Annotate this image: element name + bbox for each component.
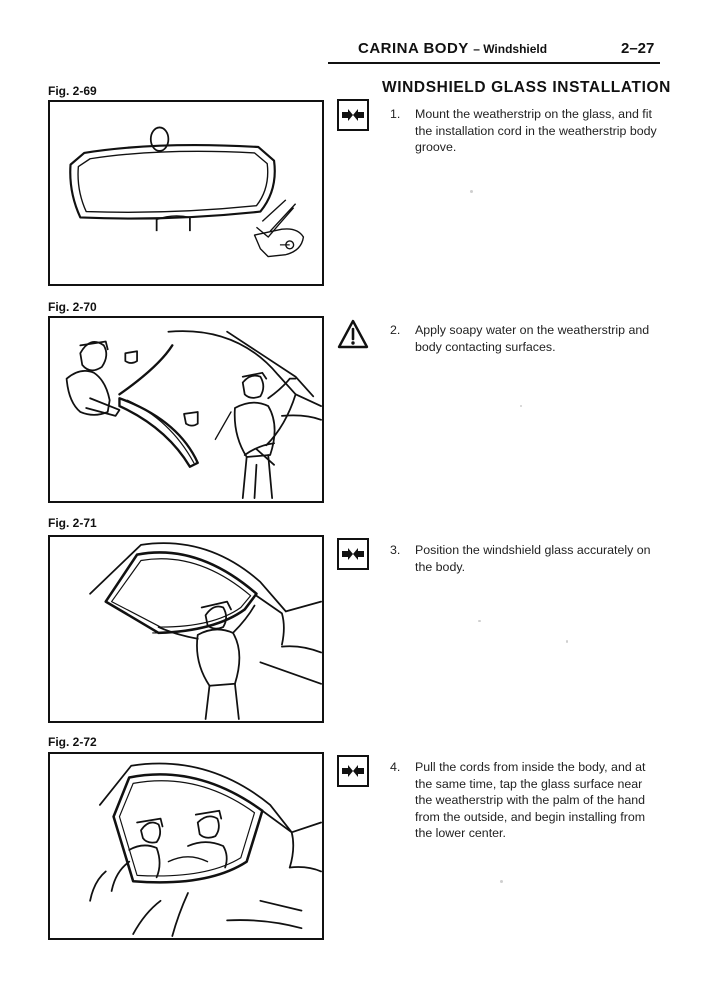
figure-2-72	[48, 752, 324, 940]
scan-speck	[520, 405, 522, 407]
page-number: 2–27	[621, 40, 655, 57]
install-arrows-icon	[337, 99, 369, 131]
step-number: 4.	[390, 760, 401, 774]
cord-pulling-illustration	[50, 754, 322, 938]
caution-triangle-icon	[337, 318, 369, 350]
figure-2-69	[48, 100, 324, 286]
header-rule	[328, 62, 660, 64]
step-number: 3.	[390, 543, 401, 557]
figure-label: Fig. 2-69	[48, 84, 97, 98]
section-title: WINDSHIELD GLASS INSTALLATION	[382, 79, 671, 96]
install-arrows-icon	[337, 755, 369, 787]
step-text: Mount the weatherstrip on the glass, and fit the installation cord in the weatherstrip body groove.	[415, 107, 657, 154]
windshield-weatherstrip-illustration	[50, 102, 322, 284]
install-arrows-icon	[337, 538, 369, 570]
step-text: Pull the cords from inside the body, and at the same time, tap the glass surface near the weatherstrip with the palm of the hand from the outside, and begin installing from the lower center.	[415, 760, 646, 840]
scan-speck	[500, 880, 503, 883]
header-title-main: CARINA BODY	[358, 40, 469, 57]
header-subtitle: – Windshield	[473, 42, 548, 56]
figure-2-71	[48, 535, 324, 723]
figure-2-70	[48, 316, 324, 503]
step-text: Position the windshield glass accurately on the body.	[415, 543, 651, 574]
glass-positioning-illustration	[50, 537, 322, 721]
soapy-water-application-illustration	[50, 318, 322, 501]
step-number: 1.	[390, 107, 401, 121]
figure-label: Fig. 2-71	[48, 516, 97, 530]
figure-label: Fig. 2-72	[48, 735, 97, 749]
step-text: Apply soapy water on the weatherstrip and body contacting surfaces.	[415, 323, 650, 354]
figure-label: Fig. 2-70	[48, 300, 97, 314]
scan-speck	[470, 190, 473, 193]
scan-speck	[566, 640, 568, 643]
scan-speck	[478, 620, 481, 622]
header-title	[358, 40, 547, 57]
step-number: 2.	[390, 323, 401, 337]
